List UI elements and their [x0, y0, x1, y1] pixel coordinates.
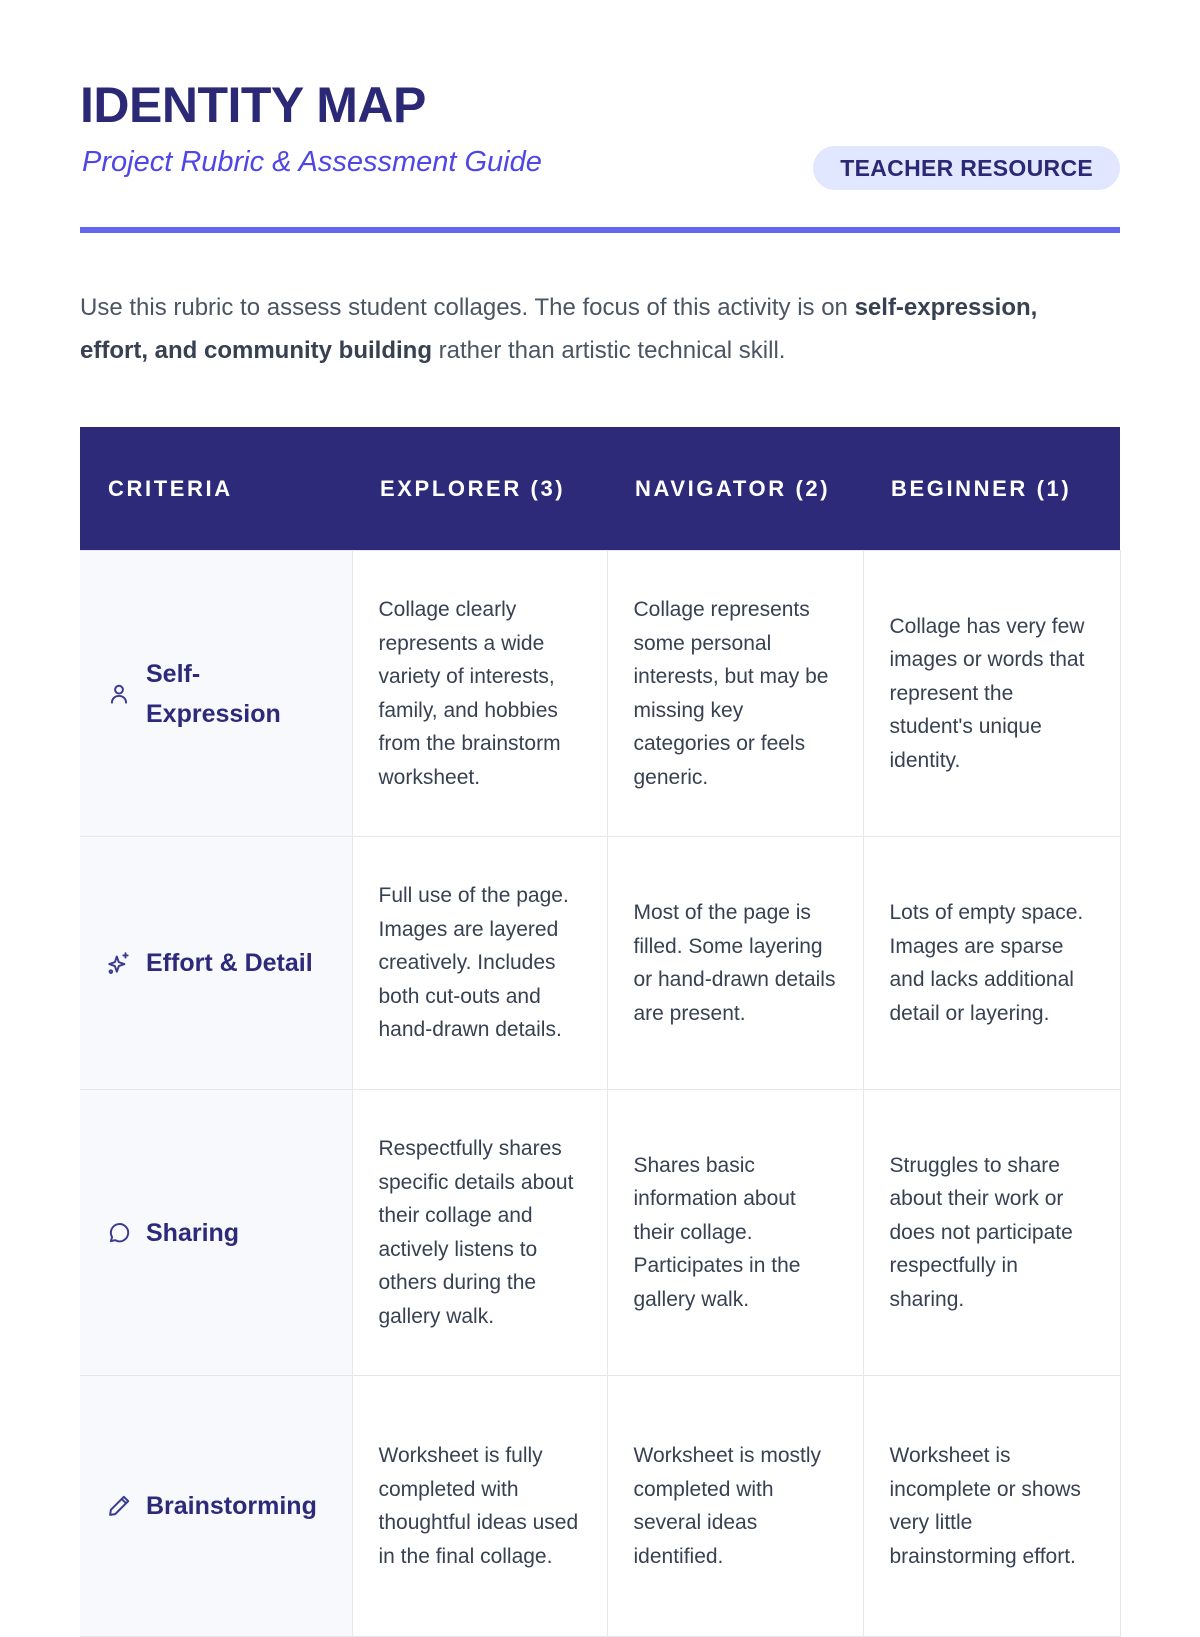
rubric-row-sharing	[80, 1090, 1120, 1376]
intro-paragraph	[80, 286, 1080, 372]
teacher-resource-badge: TEACHER RESOURCE	[813, 146, 1120, 190]
criterion-label: Sharing	[146, 1218, 240, 1247]
pencil-icon	[106, 1493, 132, 1519]
intro-text-before: Use this rubric to assess student collages. The focus of this activity is on	[80, 294, 855, 321]
rubric-row-effort-detail	[80, 837, 1120, 1090]
rubric-row-self-expression	[80, 551, 1120, 837]
rubric-row-brainstorming	[80, 1376, 1120, 1637]
sparkles-icon	[106, 950, 132, 976]
header-beginner: BEGINNER (1)	[863, 427, 1120, 551]
criterion-label: Self-Expression	[146, 659, 281, 728]
criterion-label: Effort & Detail	[146, 949, 313, 977]
page-title: IDENTITY MAP	[80, 77, 426, 133]
navigator-cell: Collage represents some personal interests, but may be missing key categories or feels generic.	[607, 551, 863, 837]
beginner-cell: Struggles to share about their work or does not participate respectfully in sharing.	[863, 1090, 1120, 1376]
user-icon	[106, 681, 132, 707]
criterion-cell	[80, 551, 352, 837]
explorer-cell: Full use of the page. Images are layered creatively. Includes both cut-outs and hand-drawn details.	[352, 837, 607, 1090]
beginner-cell: Worksheet is incomplete or shows very little brainstorming effort.	[863, 1376, 1120, 1637]
beginner-cell: Lots of empty space. Images are sparse and lacks additional detail or layering.	[863, 837, 1120, 1090]
criterion-label: Brainstorming	[146, 1492, 317, 1520]
rubric-table	[80, 427, 1121, 1637]
header-criteria: CRITERIA	[80, 427, 352, 551]
intro-text-after: rather than artistic technical skill.	[431, 337, 786, 364]
criterion-cell	[80, 837, 352, 1090]
criterion-cell	[80, 1376, 352, 1637]
navigator-cell: Worksheet is mostly completed with several ideas identified.	[607, 1376, 863, 1637]
header-explorer: EXPLORER (3)	[352, 427, 607, 551]
navigator-cell: Most of the page is filled. Some layering or hand-drawn details are present.	[607, 837, 863, 1090]
header-divider	[80, 227, 1120, 233]
explorer-cell: Respectfully shares specific details about their collage and actively listens to others during the gallery walk.	[352, 1090, 607, 1376]
header-navigator: NAVIGATOR (2)	[607, 427, 863, 551]
explorer-cell: Collage clearly represents a wide variety of interests, family, and hobbies from the brainstorm worksheet.	[352, 551, 607, 837]
page-subtitle: Project Rubric & Assessment Guide	[82, 146, 542, 178]
speech-bubble-icon	[106, 1220, 132, 1246]
explorer-cell: Worksheet is fully completed with thoughtful ideas used in the final collage.	[352, 1376, 607, 1637]
criterion-cell	[80, 1090, 352, 1376]
intro-text-bold: self-expression, effort, and community building	[80, 294, 1038, 364]
beginner-cell: Collage has very few images or words that represent the student's unique identity.	[863, 551, 1120, 837]
rubric-header-row	[80, 427, 1120, 551]
navigator-cell: Shares basic information about their collage. Participates in the gallery walk.	[607, 1090, 863, 1376]
